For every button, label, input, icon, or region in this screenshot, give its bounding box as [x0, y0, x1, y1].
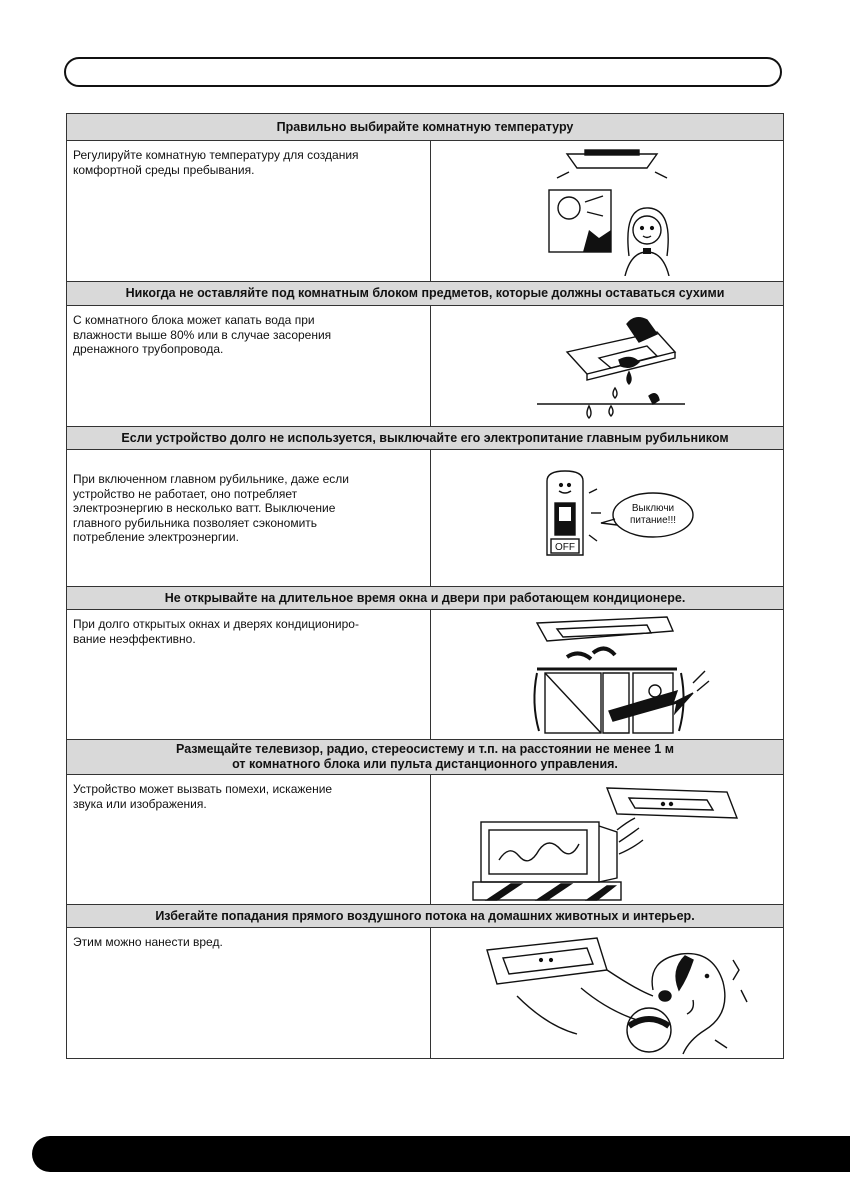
tv-interference-illustration [431, 775, 783, 904]
ceiling-unit-girl-window-illustration [431, 141, 783, 281]
dog-airflow-illustration [431, 928, 783, 1058]
section-heading-pets-interior: Избегайте попадания прямого воздушного потока на домашних животных и интерьер. [67, 904, 783, 928]
section-body-dry-items [67, 306, 783, 426]
footer-bar [32, 1136, 850, 1172]
section-body-windows-doors [67, 610, 783, 739]
section-heading-tv-distance [67, 739, 783, 775]
section-body-tv-distance [67, 775, 783, 904]
section-body-main-switch [67, 450, 783, 586]
switch-off-label: OFF [555, 542, 575, 553]
main-switch-illustration [431, 450, 783, 586]
speech-bubble-line2: питание!!! [629, 515, 677, 526]
section-text-temperature: Регулируйте комнатную температуру для создания комфортной среды пребывания. [67, 141, 431, 281]
open-window-illustration [431, 610, 783, 739]
section-text-main-switch: При включенном главном рубильнике, даже если устройство не работает, оно потребляет электроэнергию в несколько ватт. Выключение главного рубильника позволяет сэкономить потребление электроэнергии. [67, 450, 431, 586]
section-heading-windows-doors: Не открывайте на длительное время окна и двери при работающем кондиционере. [67, 586, 783, 610]
tips-table [66, 113, 784, 1059]
section-text-pets-interior: Этим можно нанести вред. [67, 928, 431, 1058]
section-text-tv-distance: Устройство может вызвать помехи, искажение звука или изображения. [67, 775, 431, 904]
section-body-temperature [67, 141, 783, 281]
section-body-pets-interior [67, 928, 783, 1058]
section-heading-tv-distance-line1: Размещайте телевизор, радио, стереосистему и т.п. на расстоянии не менее 1 м [176, 742, 674, 756]
section-heading-dry-items: Никогда не оставляйте под комнатным блоком предметов, которые должны оставаться сухими [67, 281, 783, 306]
section-text-dry-items: С комнатного блока может капать вода при влажности выше 80% или в случае засорения дренажного трубопровода. [67, 306, 431, 426]
dripping-unit-illustration [431, 306, 783, 426]
speech-bubble-line1: Выключи [631, 503, 675, 514]
section-text-windows-doors: При долго открытых окнах и дверях кондициониро- вание неэффективно. [67, 610, 431, 739]
section-heading-temperature: Правильно выбирайте комнатную температуру [67, 114, 783, 141]
section-heading-main-switch: Если устройство долго не используется, выключайте его электропитание главным рубильником [67, 426, 783, 450]
section-heading-tv-distance-line2: от комнатного блока или пульта дистанционного управления. [232, 757, 618, 771]
page-title-frame [64, 57, 782, 87]
